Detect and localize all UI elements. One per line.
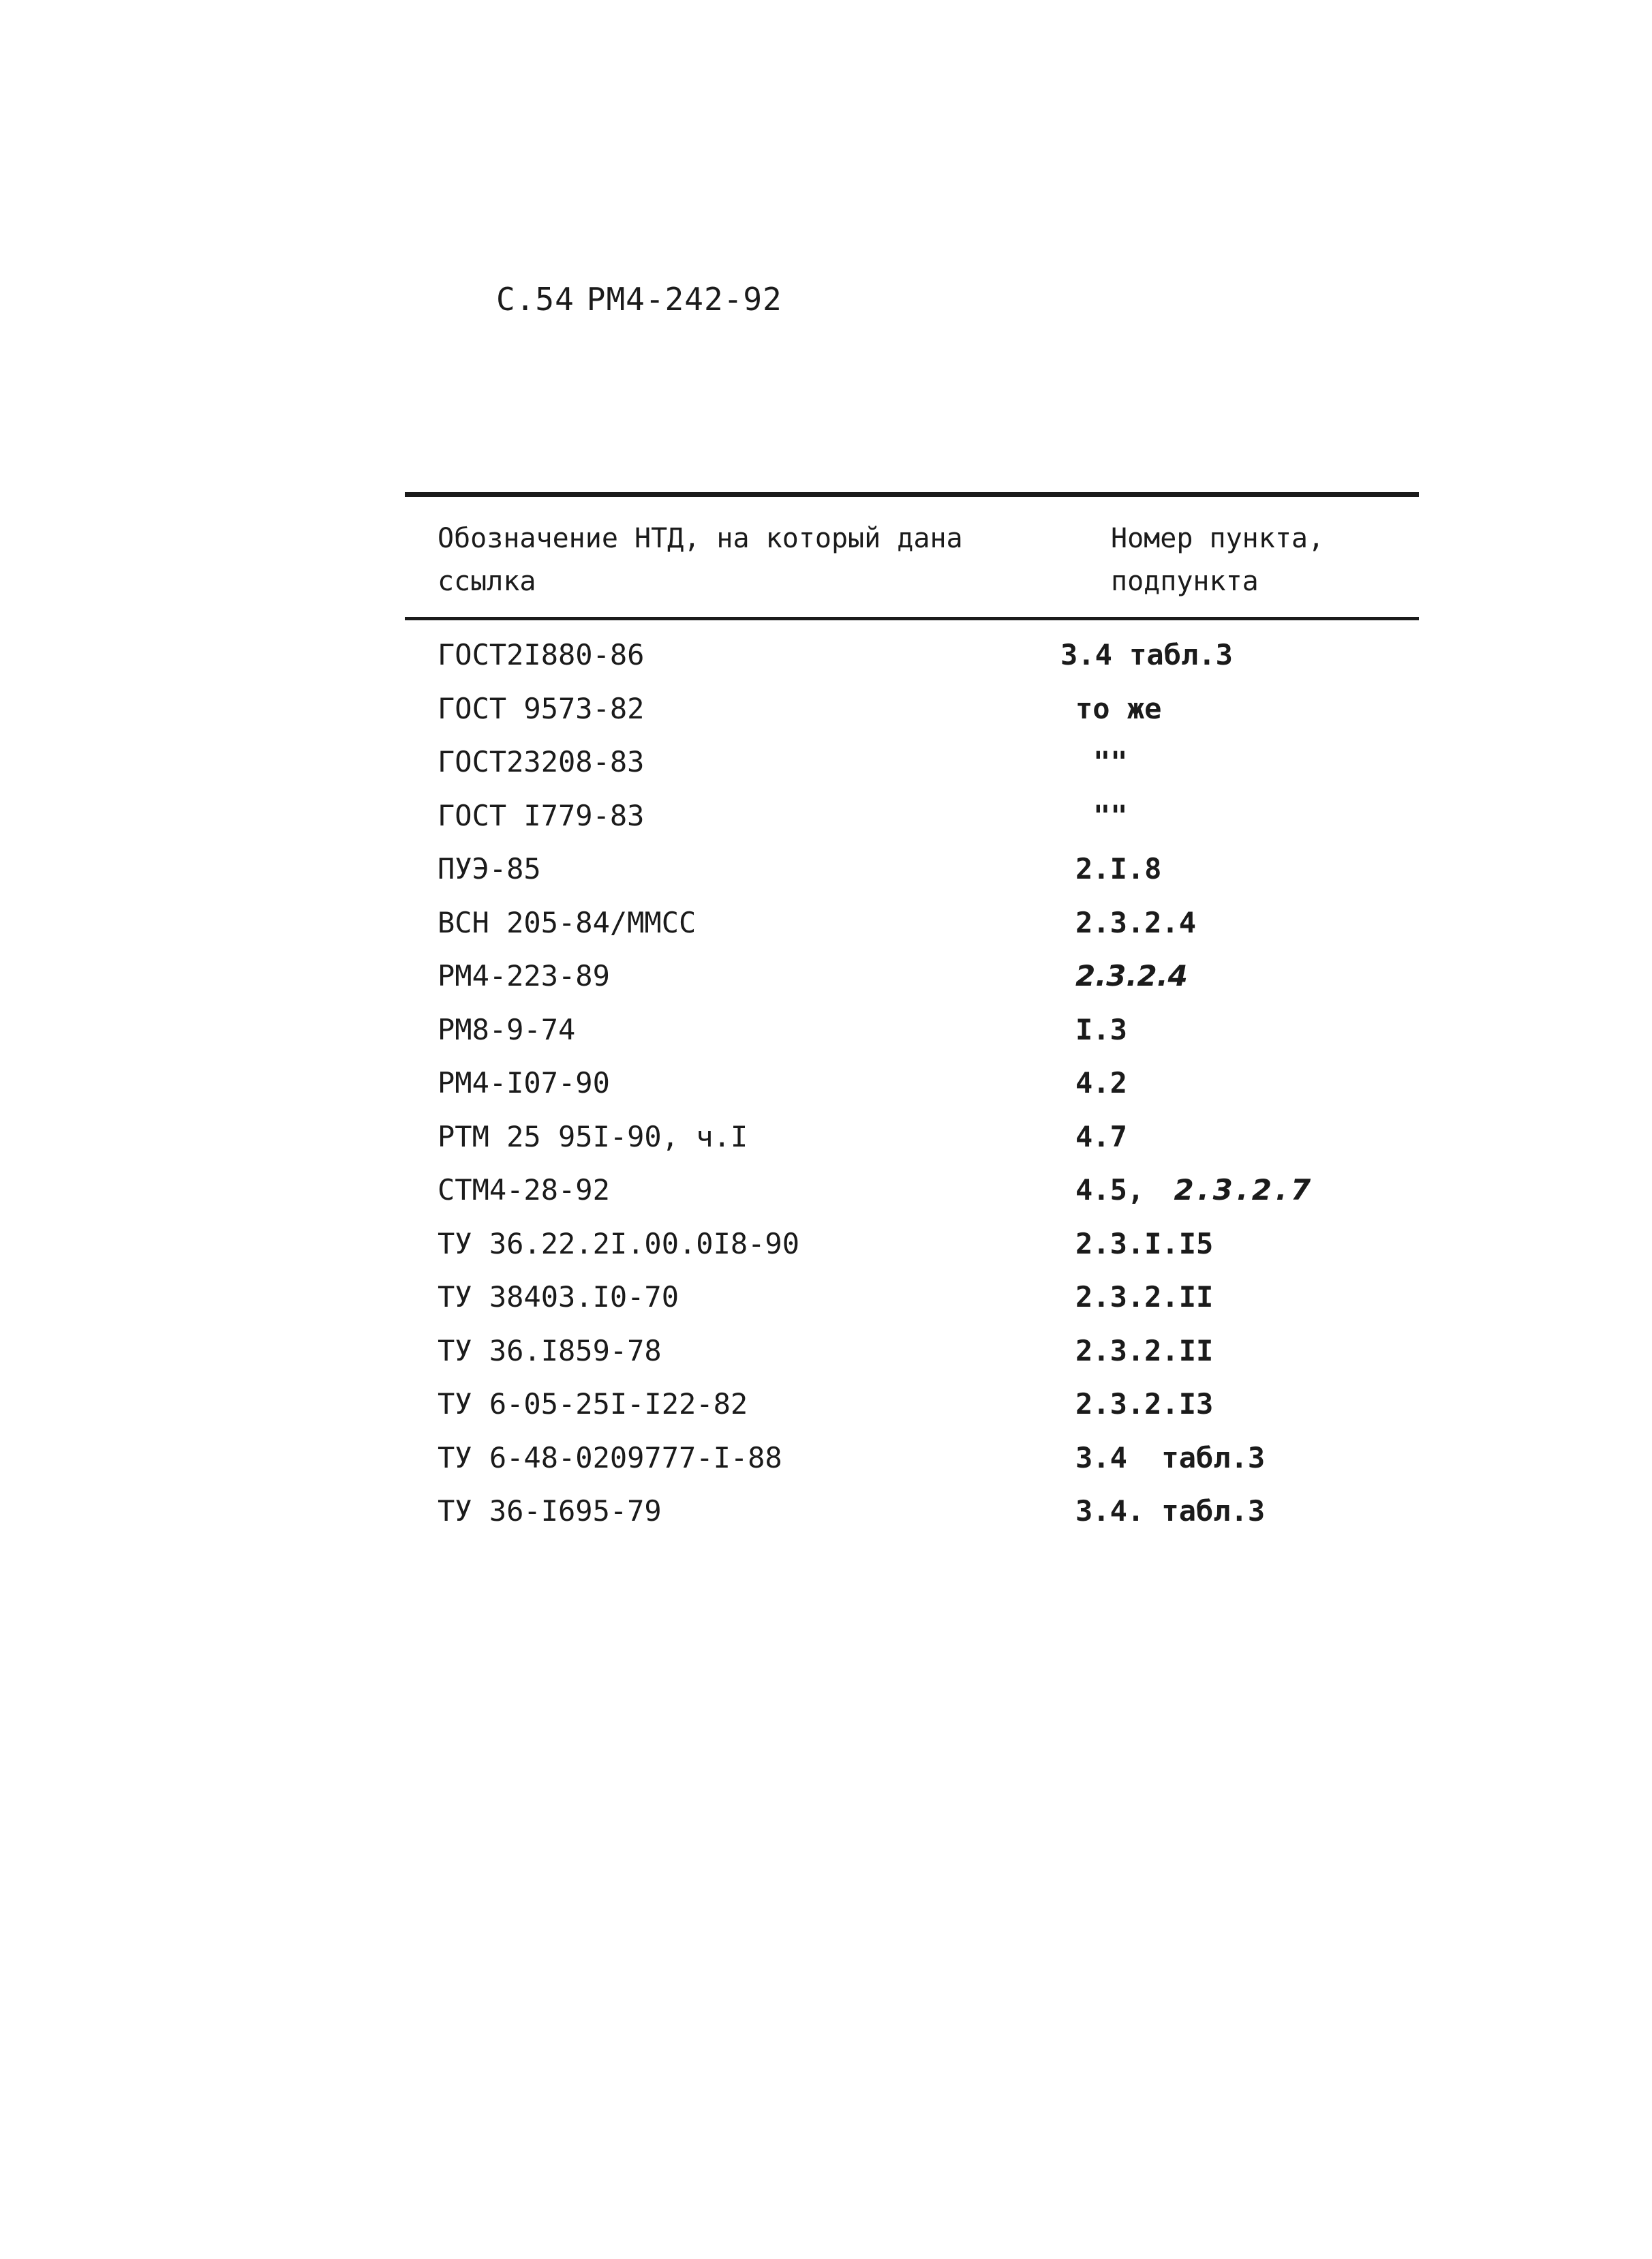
item-number-cell: I.3	[1075, 1012, 1127, 1046]
item-number-cell: 2.3.2.II	[1075, 1333, 1214, 1367]
table-row	[405, 1489, 1419, 1543]
designation-cell: РТМ 25 95I-90, ч.I	[438, 1119, 748, 1153]
table-row	[405, 847, 1419, 900]
page-header	[496, 281, 782, 318]
item-number-cell: ""	[1093, 798, 1128, 832]
item-number-cell	[1075, 1173, 1315, 1207]
table-row	[405, 1436, 1419, 1489]
designation-cell: ГОСТ 9573-82	[438, 691, 645, 725]
designation-cell: ПУЭ-85	[438, 852, 541, 885]
designation-cell: ГОСТ23208-83	[438, 745, 645, 778]
designation-cell: ТУ 36.I859-78	[438, 1333, 662, 1367]
designation-cell: ТУ 38403.I0-70	[438, 1280, 679, 1314]
item-number-cell: 2.3.2.4	[1075, 905, 1197, 939]
table-row	[405, 1382, 1419, 1436]
item-number-cell: 2.I.8	[1075, 852, 1162, 885]
designation-cell: СТМ4-28-92	[438, 1173, 610, 1207]
reference-table	[405, 492, 1419, 1543]
designation-cell: ТУ 36-I695-79	[438, 1494, 662, 1528]
designation-cell: ГОСТ2I880-86	[438, 638, 645, 671]
column-header-designation: Обозначение НТД, на который дана ссылка	[438, 523, 963, 597]
item-number-cell: то же	[1075, 691, 1162, 725]
item-number-handwritten: 2.3.2.7	[1174, 1173, 1315, 1207]
table-row	[405, 1168, 1419, 1222]
item-number-cell: 2.3.I.I5	[1075, 1226, 1214, 1260]
item-number-cell: 4.7	[1075, 1119, 1127, 1153]
table-row	[405, 954, 1419, 1007]
designation-cell: РМ4-I07-90	[438, 1066, 610, 1100]
table-row	[405, 1329, 1419, 1382]
item-number-cell: 3.4 табл.3	[1060, 638, 1233, 671]
table-row	[405, 740, 1419, 793]
item-number-cell-handwritten: 2.3.2.4	[1075, 959, 1188, 992]
column-header-item-number: Номер пункта, подпункта	[1111, 523, 1325, 597]
item-number-cell: 3.4. табл.3	[1075, 1494, 1266, 1528]
table-row	[405, 633, 1419, 686]
document-code: РМ4-242-92	[586, 281, 782, 318]
page-number: С.54	[496, 281, 575, 318]
designation-cell: РМ4-223-89	[438, 959, 610, 992]
designation-cell: ТУ 6-05-25I-I22-82	[438, 1387, 748, 1421]
item-number-cell: 2.3.2.II	[1075, 1280, 1214, 1314]
item-number-cell: 3.4 табл.3	[1075, 1440, 1266, 1474]
designation-cell: ТУ 6-48-0209777-I-88	[438, 1440, 782, 1474]
table-row	[405, 793, 1419, 847]
table-row	[405, 1007, 1419, 1061]
item-number-cell: ""	[1093, 745, 1128, 778]
table-header	[405, 497, 1419, 617]
item-number-cell: 4.2	[1075, 1066, 1127, 1100]
item-number-cell: 2.3.2.I3	[1075, 1387, 1214, 1421]
table-row	[405, 686, 1419, 740]
table-row	[405, 1061, 1419, 1115]
designation-cell: ВСН 205-84/ММСС	[438, 905, 697, 939]
designation-cell: РМ8-9-74	[438, 1012, 576, 1046]
table-row	[405, 900, 1419, 954]
table-row	[405, 1115, 1419, 1168]
item-number-typed: 4.5,	[1075, 1173, 1145, 1207]
designation-cell: ТУ 36.22.2I.00.0I8-90	[438, 1226, 800, 1260]
designation-cell: ГОСТ I779-83	[438, 798, 645, 832]
table-row	[405, 1222, 1419, 1275]
table-row	[405, 1275, 1419, 1329]
table-top-rule	[405, 492, 1419, 497]
